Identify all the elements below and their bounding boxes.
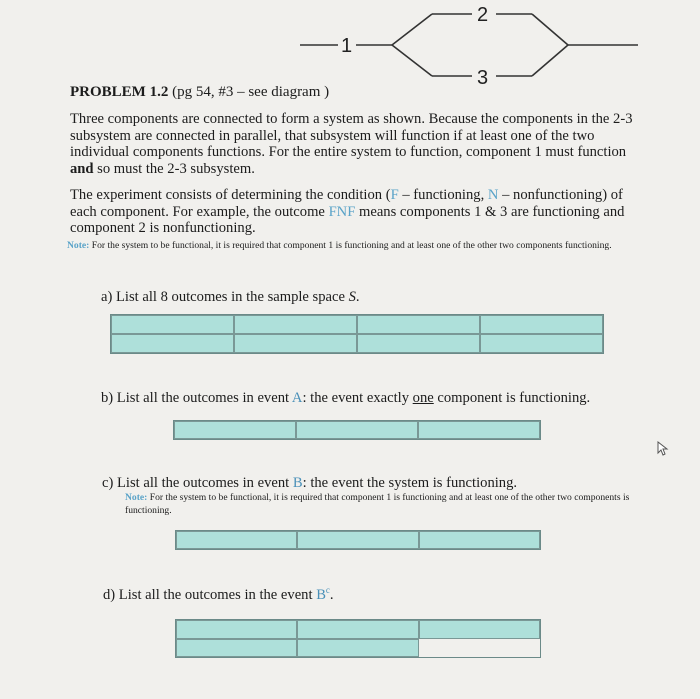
note-label: Note: (67, 240, 90, 251)
question-b-underlined: one (412, 390, 434, 406)
answer-cell[interactable] (480, 315, 603, 334)
answer-cell[interactable] (357, 334, 480, 353)
question-c-end: : the event the system is functioning. (302, 475, 518, 491)
answer-grid-b[interactable] (173, 420, 541, 440)
answer-cell[interactable] (297, 639, 418, 658)
answer-cell[interactable] (234, 334, 357, 353)
answer-cell[interactable] (357, 315, 480, 334)
c-note-label: Note: (125, 492, 148, 503)
problem-description (70, 111, 645, 177)
component-1-label: 1 (341, 35, 353, 57)
answer-grid-d[interactable] (175, 619, 541, 658)
answer-cell[interactable] (234, 315, 357, 334)
description-bold: and (70, 160, 94, 177)
question-b-end: component is functioning. (433, 390, 591, 406)
description-end: so must the 2-3 subsystem. (93, 160, 255, 177)
question-d-sup: c (325, 585, 330, 595)
answer-cell[interactable] (419, 639, 540, 658)
question-b (101, 390, 590, 407)
problem-title (70, 84, 329, 101)
question-a (101, 289, 360, 306)
system-diagram (0, 0, 700, 90)
question-a-end: . (355, 289, 360, 305)
answer-cell[interactable] (480, 334, 603, 353)
c-note-text: For the system to be functional, it is required that component 1 is functioning and at least one of the other two components is functioning. (125, 492, 630, 516)
system-note (67, 239, 637, 252)
answer-cell[interactable] (418, 421, 540, 439)
question-b-text: b) List all the outcomes in event (101, 390, 292, 406)
answer-grid-c[interactable] (175, 530, 541, 550)
answer-cell[interactable] (111, 334, 234, 353)
answer-cell[interactable] (176, 639, 297, 658)
question-b-mid: : the event exactly (302, 390, 413, 406)
question-d-end: . (329, 586, 334, 603)
question-d (103, 585, 334, 604)
question-d-text: d) List all the outcomes in the event (103, 586, 317, 603)
problem-number: PROBLEM 1.2 (70, 84, 169, 100)
answer-cell[interactable] (174, 421, 296, 439)
question-d-var: B (316, 586, 326, 603)
answer-cell[interactable] (176, 620, 297, 639)
answer-cell[interactable] (419, 531, 540, 549)
problem-reference: (pg 54, #3 – see diagram ) (168, 84, 330, 100)
answer-cell[interactable] (176, 531, 297, 549)
note-text: For the system to be functional, it is required that component 1 is functioning and at least one of the other two components functioning. (89, 240, 612, 251)
question-b-var: A (291, 390, 303, 406)
component-3-label: 3 (477, 67, 489, 89)
mouse-cursor-icon (657, 441, 671, 457)
question-c-text: c) List all the outcomes in event (102, 475, 293, 491)
experiment-text-b: – functioning, (398, 187, 488, 203)
question-a-var: S (348, 289, 356, 305)
question-c-note (125, 492, 645, 517)
answer-grid-a[interactable] (110, 314, 604, 354)
experiment-text-a: The experiment consists of determining the condition ( (70, 187, 391, 203)
question-c (102, 475, 517, 492)
answer-cell[interactable] (111, 315, 234, 334)
n-symbol: N (487, 187, 499, 203)
question-c-var: B (292, 475, 303, 491)
experiment-description (70, 187, 645, 237)
answer-cell[interactable] (296, 421, 418, 439)
experiment-text-d: means components 1 & 3 are functioning and component 2 is nonfunctioning. (70, 203, 625, 236)
experiment-text-c: – nonfunctioning) of each component. For example, the outcome (70, 187, 623, 220)
answer-cell[interactable] (297, 531, 418, 549)
f-symbol: F (390, 187, 399, 203)
answer-cell[interactable] (297, 620, 418, 639)
description-text: Three components are connected to form a system as shown. Because the components in the 2-3 subsystem are connected in parallel, that subsystem will function if at least one of the two individual components functions. For the entire system to function, component 1 must function (70, 111, 633, 160)
component-2-label: 2 (477, 4, 489, 26)
fnf-example: FNF (328, 203, 356, 220)
answer-cell[interactable] (419, 620, 540, 639)
question-a-text: a) List all 8 outcomes in the sample space (101, 289, 349, 305)
